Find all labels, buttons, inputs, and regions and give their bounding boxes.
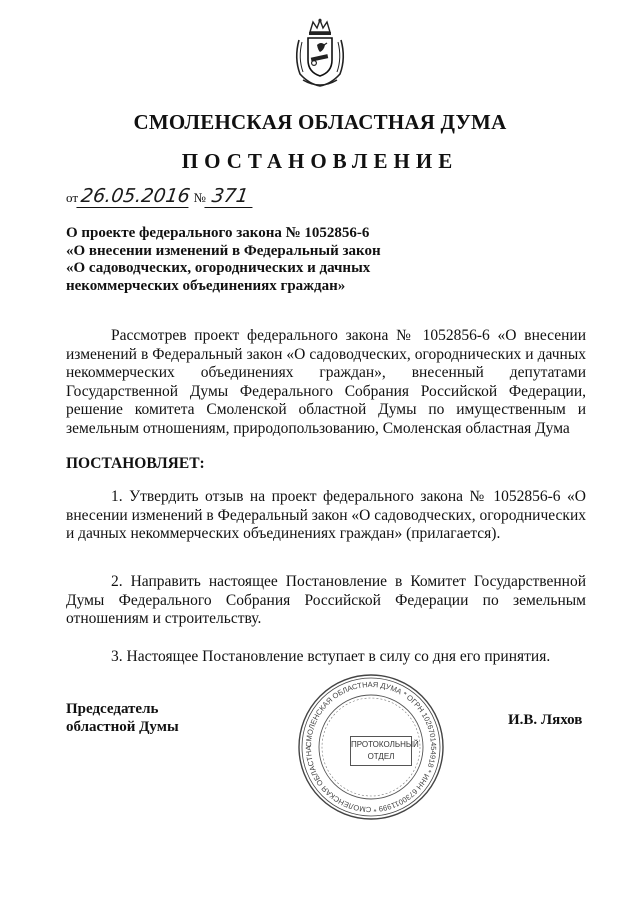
document-subject [66, 225, 406, 295]
handwritten-number: 371 [204, 185, 255, 208]
subject-line: «О садоводческих, огороднических и дачных [66, 260, 371, 276]
official-seal [296, 672, 446, 822]
subject-line: некоммерческих объединениях граждан» [66, 277, 346, 294]
item-3-paragraph: 3. Настоящее Постановление вступает в силу со дня его принятия. [111, 648, 551, 665]
signatory-title [66, 700, 179, 736]
document-type-title: ПОСТАНОВЛЕНИЕ [181, 149, 459, 173]
seal-box-line: ПРОТОКОЛЬНЫЙ [351, 740, 419, 749]
signatory-title-line: областной Думы [66, 719, 179, 735]
preamble-paragraph: Рассмотрев проект федерального закона № 1052856-6 «О внесении изменений в Федеральный закон «О садоводческих, огороднических и дачных некоммерческих объединениях граждан», внесенный депутатами Государственной Думы Федерального Собрания Российской Федерации, решение комитета Смоленской областной Думы по имущественным и земельным отношениям, природопользованию, Смоленская областная Дума [66, 327, 586, 437]
seal-box-line: ОТДЕЛ [367, 752, 395, 761]
number-prefix: № [193, 190, 206, 205]
organization-title: СМОЛЕНСКАЯ ОБЛАСТНАЯ ДУМА [133, 110, 507, 134]
signatory-title-line: Председатель [66, 701, 159, 717]
date-number-line [66, 185, 254, 215]
date-prefix: от [66, 190, 79, 205]
subject-line: «О внесении изменений в Федеральный закон [66, 242, 381, 259]
seal-ring-text: СМОЛЕНСКАЯ ОБЛАСТНАЯ ДУМА * ОГРН 1026701454918 * ИНН 6730011999 * СМОЛЕНСКАЯ ОБЛАСТНА [303, 679, 439, 815]
subject-line: О проекте федерального закона № 1052856-6 [66, 225, 370, 241]
item-2-paragraph: 2. Направить настоящее Постановление в Комитет Государственной Думы Федерального Собрания Российской Федерации по земельным отношениям и строительству. [66, 573, 586, 627]
seal-stamp-box [350, 736, 419, 766]
signatory-name: И.В. Ляхов [508, 712, 583, 728]
handwritten-date: 26.05.2016 [76, 185, 191, 208]
item-1-paragraph: 1. Утвердить отзыв на проект федерального закона № 1052856-6 «О внесении изменений в Федеральный закон «О садоводческих, огороднических и дачных некоммерческих объединениях граждан» (прилагается). [66, 488, 586, 542]
resolves-heading: ПОСТАНОВЛЯЕТ: [66, 455, 205, 472]
coat-of-arms-icon [291, 18, 349, 88]
